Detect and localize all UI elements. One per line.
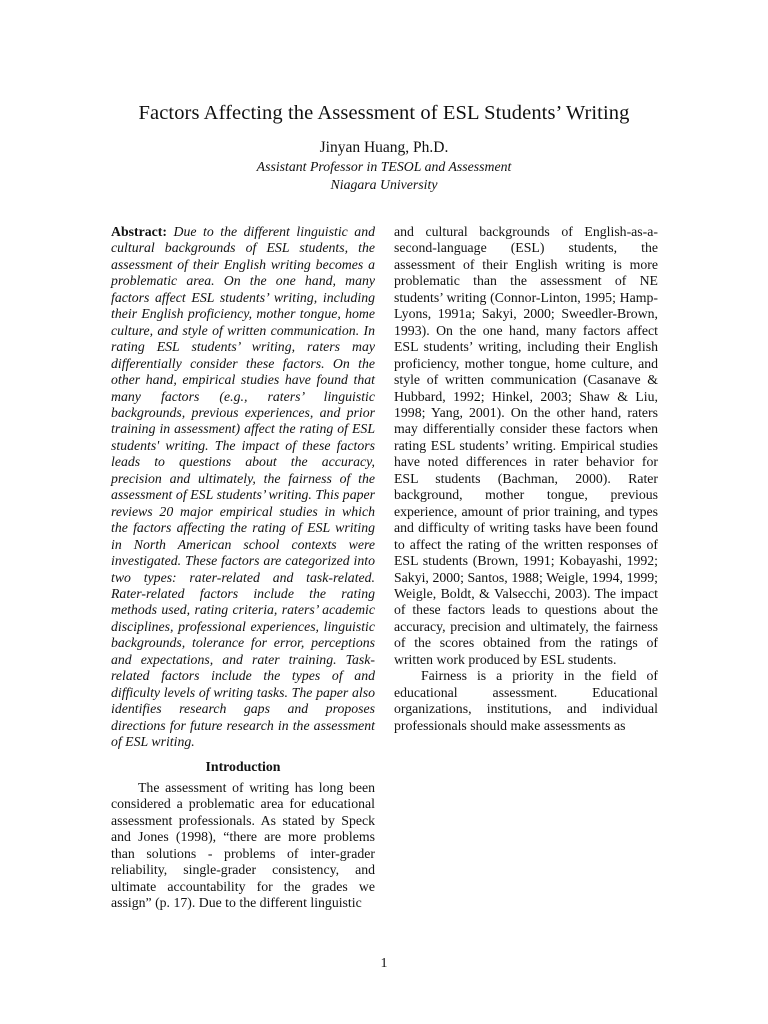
introduction-paragraph-continued: and cultural backgrounds of English-as-a-second-language (ESL) students, the assessment of their English writing is more problematic than the assessment of NE students’ writing (Connor-Linton, 1995; Hamp-Lyons, 1991a; Sakyi, 2000; Sweedler-Brown, 1993). On the one hand, many factors affect ESL students’ writing, including their English proficiency, mother tongue, home culture, and style of written communication (Casanave & Hubbard, 1992; Hinkel, 2003; Shaw & Liu, 1998; Yang, 2001). On the other hand, raters may differentially consider these factors when rating ESL students’ writing. Empirical studies have noted differences in rater behavior for ESL students (Bachman, 2000). Rater background, mother tongue, previous experience, amount of prior training, and types and difficulty of writing tasks have been found to affect the rating of the written responses of ESL students (Brown, 1991; Kobayashi, 1992; Sakyi, 2000; Santos, 1988; Weigle, 1994, 1999; Weigle, Boldt, & Valsecchi, 2003). The impact of these factors leads to questions about the accuracy, precision and ultimately, the fairness of the scores obtained from the ratings of written work produced by ESL students. — [394, 224, 658, 667]
right-column — [394, 224, 658, 734]
abstract-text: Due to the different linguistic and cultural backgrounds of ESL students, the assessment of their English writing becomes a problematic area. On the one hand, many factors affect ESL students’ writing, including their English proficiency, mother tongue, home culture, and style of written communication. In rating ESL students’ writing, raters may differentially consider these factors. On the other hand, empirical studies have found that many factors (e.g., raters’ linguistic backgrounds, previous experiences, and prior training in assessment) affect the rating of ESL students' writing. The impact of these factors leads to questions about the accuracy, precision and ultimately, the fairness of the assessment of ESL students’ writing. This paper reviews 20 major empirical studies in which the factors affecting the rating of ESL writing in North American school contexts were investigated. These factors are categorized into two types: rater-related and task-related. Rater-related factors include the rating methods used, rating criteria, raters’ academic disciplines, professional experiences, linguistic backgrounds, tolerance for error, perceptions and expectations, and rater training. Task-related factors include the types of and difficulty levels of writing tasks. The paper also identifies research gaps and proposes directions for future research in the assessment of ESL writing. — [111, 224, 376, 750]
paper-title: Factors Affecting the Assessment of ESL Students’ Writing — [138, 102, 630, 124]
author-university: Niagara University — [330, 177, 438, 192]
left-column — [111, 224, 375, 912]
introduction-paragraph: The assessment of writing has long been considered a problematic area for educational assessment professionals. As stated by Speck and Jones (1998), “there are more problems than solutions - problems of inter-grader reliability, single-grader consistency, and ultimate accountability for the grades we assign” (p. 17). Due to the different linguistic — [111, 779, 375, 911]
abstract — [111, 224, 375, 751]
author-role: Assistant Professor in TESOL and Assessment — [256, 159, 512, 174]
abstract-label: Abstract: — [111, 224, 167, 239]
author-name: Jinyan Huang, Ph.D. — [319, 139, 449, 156]
page-number: 1 — [380, 956, 388, 971]
introduction-heading: Introduction — [205, 758, 281, 774]
fairness-paragraph: Fairness is a priority in the field of educational assessment. Educational organizations, institutions, and individual professionals should make assessments as — [394, 668, 658, 733]
